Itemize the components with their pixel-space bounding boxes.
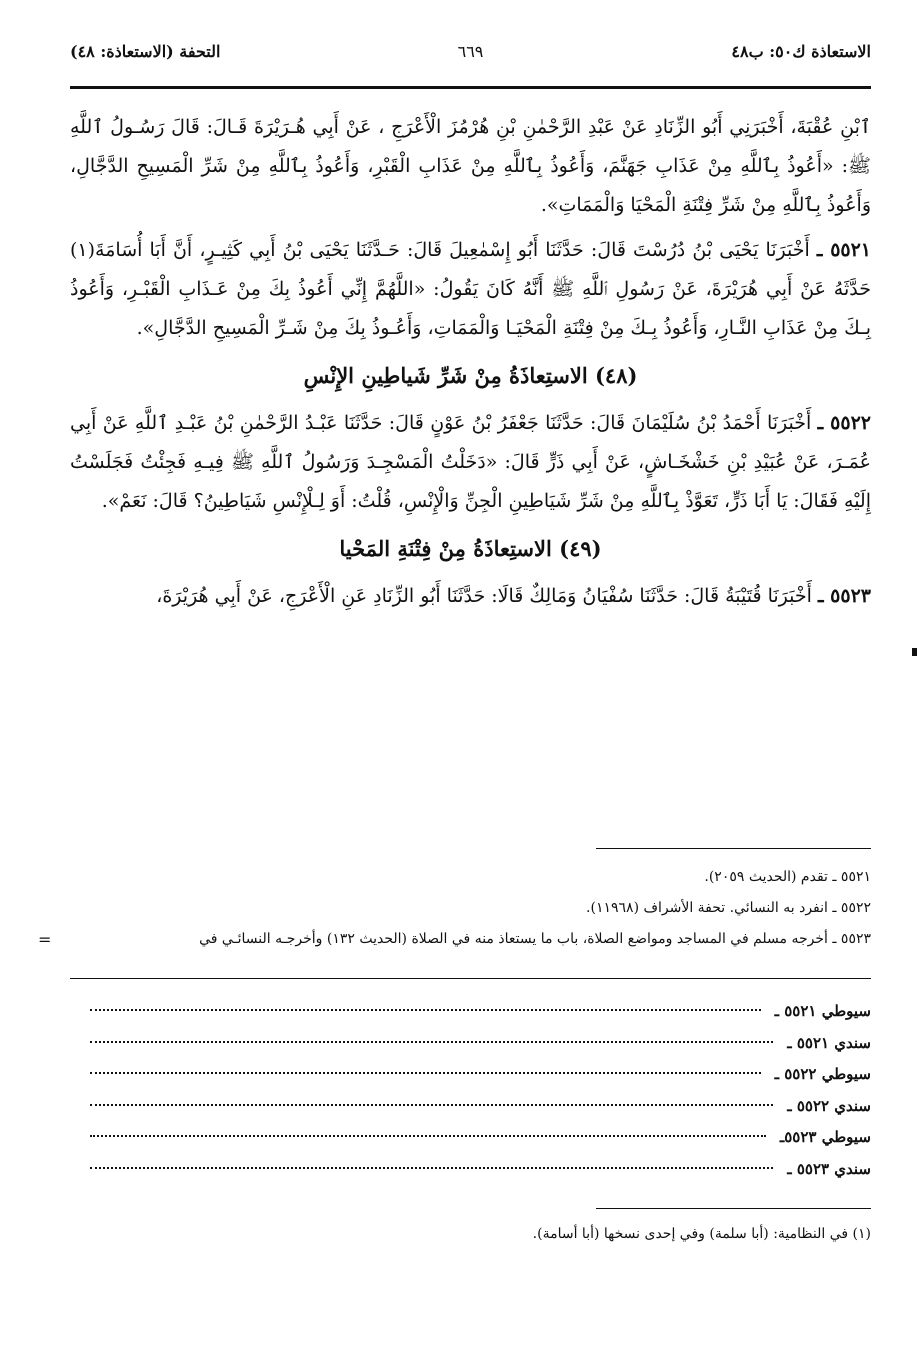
hadith-text: أَخْبَرَنَا قُتَيْبَةُ قَالَ: حَدَّثَنَا سُفْيَانُ وَمَالِكٌ قَالَا: حَدَّثَنَا أَبُو الزِّنَادِ عَنِ الْأَعْرَجِ، عَنْ أَبِي هُرَيْرَةَ، <box>156 585 812 607</box>
commentary-label: سيوطي ٥٥٢١ ـ <box>774 1002 871 1020</box>
dotted-leader <box>90 1071 761 1074</box>
hadith-number: ٥٥٢٢ ـ <box>817 412 871 434</box>
chapter-heading-49: (٤٩) الاستِعاذَةُ مِنْ فِتْنَةِ المَحْيا <box>339 536 602 561</box>
commentary-row <box>90 1028 871 1060</box>
dotted-leader <box>90 1166 773 1169</box>
header-rule <box>70 86 871 89</box>
hadith-number: ٥٥٢١ ـ <box>816 239 872 261</box>
dotted-leader <box>90 1040 773 1043</box>
commentary-row <box>90 1122 871 1154</box>
margin-mark <box>912 648 917 656</box>
header-chapter-ref: الاستعاذة ك٥٠: ب٤٨ <box>731 42 871 61</box>
hadith-5522 <box>70 404 871 521</box>
hadith-text: أَخْبَرَنَا أَحْمَدُ بْنُ سُلَيْمَانَ قَالَ: حَدَّثَنَا جَعْفَرُ بْنُ عَوْنٍ قَالَ: حَدَّثَنَا عَبْـدُ الرَّحْمٰنِ بْنُ عَبْـدِ ٱللَّهِ عَنْ أَبِي عُمَـرَ، عَنْ عُبَيْدِ بْنِ خَشْخَـاشٍ، عَنْ أَبِي ذَرٍّ قَالَ: «دَخَلْتُ الْمَسْجِـدَ وَرَسُولُ ٱللَّهِ ﷺ فِيـهِ فَجِئْتُ فَجَلَسْتُ إِلَيْهِ فَقَالَ: يَا أَبَا ذَرٍّ، تَعَوَّذْ بِٱللَّهِ مِنْ شَرِّ شَيَاطِينِ الْجِنِّ وَالْإِنْسِ، قُلْتُ: أَوَ لِـلْإِنْسِ شَيَاطِينُ؟ قَالَ: نَعَمْ». <box>70 412 871 512</box>
commentary-label: سيوطي ٥٥٢٣ـ <box>779 1128 871 1146</box>
commentary-list <box>90 996 871 1185</box>
notes-rule <box>596 848 871 849</box>
commentary-row <box>90 1059 871 1091</box>
takhrij-notes <box>70 862 871 955</box>
commentary-rule <box>70 978 871 979</box>
commentary-row <box>90 996 871 1028</box>
dotted-leader <box>90 1134 766 1137</box>
commentary-label: سيوطي ٥٥٢٢ ـ <box>774 1065 871 1083</box>
page-header <box>70 42 871 72</box>
main-text <box>70 108 871 622</box>
dotted-leader <box>90 1103 773 1106</box>
footnote-rule <box>596 1208 871 1209</box>
chapter-heading-48: (٤٨) الاستِعاذَةُ مِنْ شَرِّ شَياطِينِ الإِنْسِ <box>303 363 638 388</box>
header-tuhfa-ref: التحفة (الاستعاذة: ٤٨) <box>70 42 221 61</box>
note-5522: ٥٥٢٢ ـ انفرد به النسائي. تحفة الأشراف (١١٩٦٨). <box>586 900 871 916</box>
commentary-row <box>90 1091 871 1123</box>
commentary-row <box>90 1154 871 1186</box>
commentary-label: سندي ٥٥٢١ ـ <box>787 1033 871 1052</box>
commentary-label: سندي ٥٥٢٣ ـ <box>787 1159 871 1178</box>
page-number: ٦٦٩ <box>457 42 484 61</box>
hadith-number: ٥٥٢٣ ـ <box>817 585 871 607</box>
continuation-mark: = <box>38 930 52 949</box>
note-5521: ٥٥٢١ ـ تقدم (الحديث ٢٠٥٩). <box>704 869 871 885</box>
dotted-leader <box>90 1008 761 1011</box>
footnote: (١) في النظامية: (أبا سلمة) وفي إحدى نسخها (أبا أسامة). <box>532 1226 871 1242</box>
note-5523: ٥٥٢٣ ـ أخرجه مسلم في المساجد ومواضع الصلاة، باب ما يستعاذ منه في الصلاة (الحديث ١٣٢) وأخرجـه النسائـي في <box>199 931 871 947</box>
commentary-label: سندي ٥٥٢٢ ـ <box>787 1096 871 1115</box>
hadith-text: أَخْبَرَنَا يَحْيَى بْنُ دُرُسْتَ قَالَ: حَدَّثَنَا أَبُو إِسْمٰعِيلَ قَالَ: حَـدَّثَنَا يَحْيَى بْنُ أَبِي كَثِيـرٍ، أَنَّ أَبَا أُسَامَةَ(١) حَدَّثَهُ عَنْ أَبِي هُرَيْرَةَ، عَنْ رَسُولِ ٱللَّهِ ﷺ أَنَّهُ كَانَ يَقُولُ: «اللَّهُمَّ إِنِّي أَعُوذُ بِكَ مِنْ عَـذَابِ الْقَبْـرِ، وَأَعُوذُ بِـكَ مِنْ عَذَابِ النَّـارِ، وَأَعُوذُ بِـكَ مِنْ فِتْنَةِ الْمَحْيَـا وَالْمَمَاتِ، وَأَعُـوذُ بِكَ مِنْ شَـرِّ الْمَسِيحِ الدَّجَّالِ». <box>70 239 871 339</box>
hadith-5523 <box>70 577 871 616</box>
hadith-5521 <box>70 231 871 348</box>
hadith-continuation: ٱبْنِ عُقْبَةَ، أَخْبَرَنِي أَبُو الزِّنَادِ عَنْ عَبْدِ الرَّحْمٰنِ بْنِ هُرْمُزَ الْأَعْرَجِ ، عَنْ أَبِي هُـرَيْرَةَ قَـالَ: قَالَ رَسُـولُ ٱللَّهِ ﷺ: «أَعُوذُ بِٱللَّهِ مِنْ عَذَابِ جَهَنَّمَ، وَأَعُوذُ بِٱللَّهِ مِنْ عَذَابِ الْقَبْرِ، وَأَعُوذُ بِٱللَّهِ مِنْ شَرِّ الْمَسِيحِ الدَّجَّالِ، وَأَعُوذُ بِٱللَّهِ مِنْ شَرِّ فِتْنَةِ الْمَحْيَا وَالْمَمَاتِ». <box>70 116 871 216</box>
